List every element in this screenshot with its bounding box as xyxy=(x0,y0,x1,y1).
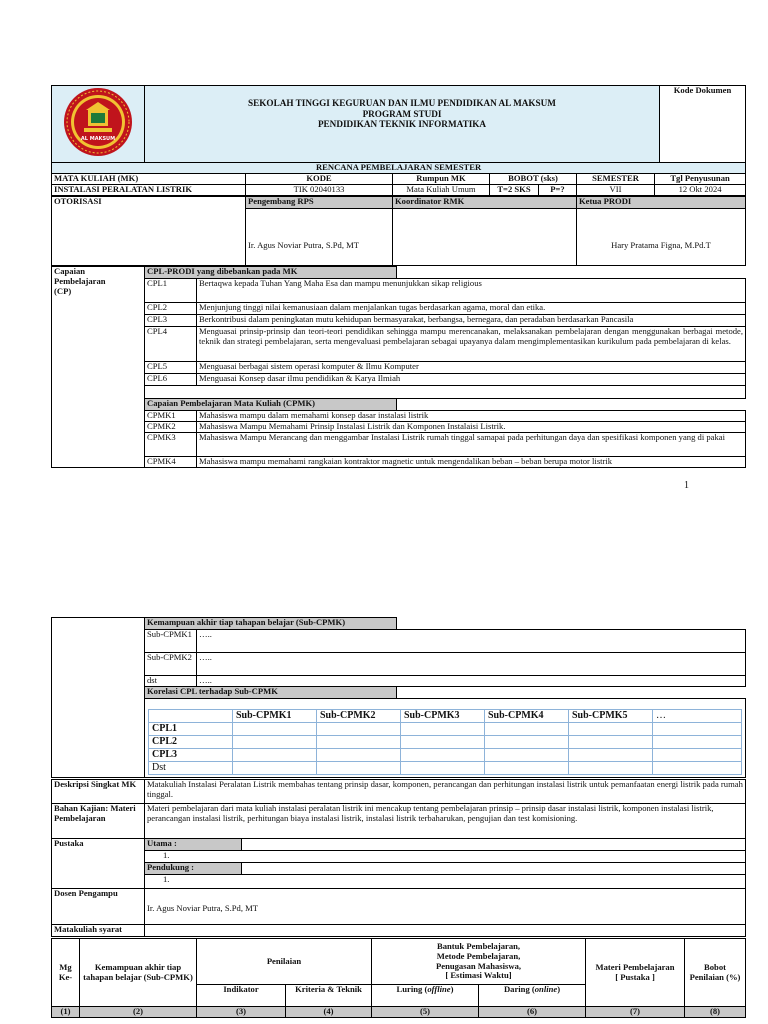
pengembang-label: Pengembang RPS xyxy=(246,197,393,209)
plan-header-mg: Mg Ke- xyxy=(52,939,80,1007)
plan-header-penilaian: Penilaian xyxy=(197,939,372,985)
cp-table xyxy=(51,266,746,468)
plan-header-bantuk: Bantuk Pembelajaran, Metode Pembelajaran, Penugasan Mahasiswa, [ Estimasi Waktu] xyxy=(372,939,586,985)
logo-text: AL MAKSUM xyxy=(80,136,116,142)
col-bobot-label: BOBOT (sks) xyxy=(490,174,577,185)
dosen-name: Ir. Agus Noviar Putra, S.Pd, MT xyxy=(145,889,746,925)
bobot-teori: T=2 SKS xyxy=(490,185,539,196)
matrix-row-header: Dst xyxy=(149,762,233,775)
deskripsi-label: Deskripsi Singkat MK xyxy=(52,780,145,804)
matrix-row-header: CPL2 xyxy=(149,736,233,749)
page-number: 1 xyxy=(684,480,689,491)
cpmk-text: Mahasiswa Mampu Merancang dan menggambar Instalasi Listrik rumah tinggal samapai pada perhitungan daya dan spesifikasi komponen yang di pakai xyxy=(197,433,746,457)
cpmk-text: Mahasiswa mampu dalam memahami konsep dasar instalasi listrik xyxy=(197,411,746,422)
course-rumpun: Mata Kuliah Umum xyxy=(393,185,490,196)
plan-header-luring: Luring (offline) xyxy=(372,985,479,1007)
cpl-heading: CPL-PRODI yang dibebankan pada MK xyxy=(145,267,397,279)
pustaka-label: Pustaka xyxy=(52,839,145,889)
cpl-code: CPL3 xyxy=(145,315,197,327)
deskripsi-text: Matakuliah Instalasi Peralatan Listrik membahas tentang prinsip dasar, komponen, perancangan dan perhitungan instalasi listrik untuk pemanfaatan energi listrik pada rumah tinggal. xyxy=(145,780,746,804)
cpl-text: Menguasai Konsep dasar ilmu pendidikan & Karya Ilmiah xyxy=(197,374,746,386)
plan-col-number: (4) xyxy=(286,1007,372,1018)
col-kode-label: KODE xyxy=(246,174,393,185)
ketua-name: Hary Pratama Figna, M.Pd.T xyxy=(577,209,746,266)
korelasi-matrix xyxy=(148,709,742,775)
plan-header-bobot: Bobot Penilaian (%) xyxy=(685,939,746,1007)
koordinator-name xyxy=(393,209,577,266)
matrix-col-header: Sub-CPMK2 xyxy=(317,710,401,723)
matrix-cell xyxy=(145,699,746,778)
col-mk-label: MATA KULIAH (MK) xyxy=(52,174,246,185)
matrix-col-header: Sub-CPMK5 xyxy=(569,710,653,723)
cpmk-text: Mahasiswa Mampu Memahami Prinsip Instalasi Listrik dan Komponen Instalaisi Listrik. xyxy=(197,422,746,433)
cpmk-heading: Capaian Pembelajaran Mata Kuliah (CPMK) xyxy=(145,399,397,411)
cpl-code: CPL2 xyxy=(145,303,197,315)
plan-col-number: (1) xyxy=(52,1007,80,1018)
bahan-label: Bahan Kajian: Materi Pembelajaran xyxy=(52,804,145,839)
ketua-label: Ketua PRODI xyxy=(577,197,746,209)
plan-col-number: (7) xyxy=(586,1007,685,1018)
matrix-col-header: Sub-CPMK1 xyxy=(233,710,317,723)
utama-item: 1. xyxy=(145,851,746,863)
semester-value: VII xyxy=(577,185,655,196)
plan-col-number: (5) xyxy=(372,1007,479,1018)
dosen-label: Dosen Pengampu xyxy=(52,889,145,925)
otorisasi-table xyxy=(51,196,746,266)
subcpmk-code: dst xyxy=(145,676,197,687)
plan-col-number: (3) xyxy=(197,1007,286,1018)
plan-header-kriteria: Kriteria & Teknik xyxy=(286,985,372,1007)
cpmk-code: CPMK2 xyxy=(145,422,197,433)
col-tgl-label: Tgl Penyusunan xyxy=(655,174,746,185)
otorisasi-label: OTORISASI xyxy=(52,197,246,266)
course-name: INSTALASI PERALATAN LISTRIK xyxy=(52,185,246,196)
korelasi-heading: Korelasi CPL terhadap Sub-CPMK xyxy=(145,687,397,699)
subcpmk-heading: Kemampuan akhir tiap tahapan belajar (Sub-CPMK) xyxy=(145,618,397,630)
plan-col-number: (2) xyxy=(80,1007,197,1018)
plan-col-number: (8) xyxy=(685,1007,746,1018)
cpl-text: Berkontribusi dalam peningkatan mutu kehidupan bermasyarakat, berbangsa, bernegara, dan peradaban berdasarkan Pancasila xyxy=(197,315,746,327)
subcpmk-text: ….. xyxy=(197,676,746,687)
plan-header-daring: Daring (online) xyxy=(479,985,586,1007)
syarat-value xyxy=(145,925,746,937)
institution-name: SEKOLAH TINGGI KEGURUAN DAN ILMU PENDIDIKAN AL MAKSUM xyxy=(248,98,556,108)
subcpmk-code: Sub-CPMK1 xyxy=(145,630,197,653)
col-rumpun-label: Rumpun MK xyxy=(393,174,490,185)
tgl-value: 12 Okt 2024 xyxy=(655,185,746,196)
syarat-label: Matakuliah syarat xyxy=(52,925,145,937)
cpl-code: CPL1 xyxy=(145,279,197,303)
cp-label: Capaian Pembelajaran (CP) xyxy=(52,267,145,468)
matrix-row-header: CPL1 xyxy=(149,723,233,736)
doc-title: RENCANA PEMBELAJARAN SEMESTER xyxy=(52,163,746,174)
doc-code-label: Kode Dokumen xyxy=(660,86,746,163)
subcpmk-table xyxy=(51,617,746,778)
pendukung-label: Pendukung : xyxy=(145,863,242,875)
info-table xyxy=(51,779,746,937)
subcpmk-code: Sub-CPMK2 xyxy=(145,653,197,676)
logo-cell xyxy=(52,86,145,163)
institution-cell xyxy=(145,86,660,163)
program-name: PENDIDIKAN TEKNIK INFORMATIKA xyxy=(317,119,487,130)
college-logo-icon xyxy=(62,86,134,158)
header-table xyxy=(51,85,746,163)
plan-header-indikator: Indikator xyxy=(197,985,286,1007)
course-table xyxy=(51,162,746,196)
cpl-code: CPL5 xyxy=(145,362,197,374)
subcpmk-text: ….. xyxy=(197,653,746,676)
cpmk-code: CPMK3 xyxy=(145,433,197,457)
program-label: PROGRAM STUDI xyxy=(362,108,442,119)
bahan-text: Materi pembelajaran dari mata kuliah instalasi peralatan listrik ini mencakup tentang pembelajaran prinsip – prinsip dasar instalasi listrik, komponen instalasi listrik, perancangan instalasi listrik, perhitungan biaya instalasi listrik, instalasi listrik terbaharukan, pengujian dan test komisioning. xyxy=(145,804,746,839)
plan-header-kemampuan: Kemampuan akhir tiap tahapan belajar (Sub-CPMK) xyxy=(80,939,197,1007)
cpmk-code: CPMK1 xyxy=(145,411,197,422)
cpl-text: Menjunjung tinggi nilai kemanusiaan dalam menjalankan tugas berdasarkan agama, moral dan etika. xyxy=(197,303,746,315)
subcpmk-text: ….. xyxy=(197,630,746,653)
cpmk-text: Mahasiswa mampu memahami rangkaian kontraktor magnetic untuk mengendalikan beban – beban berupa motor listrik xyxy=(197,457,746,468)
cpl-code: CPL4 xyxy=(145,327,197,362)
cpl-text: Menguasai berbagai sistem operasi komputer & Ilmu Komputer xyxy=(197,362,746,374)
plan-header-materi: Materi Pembelajaran [ Pustaka ] xyxy=(586,939,685,1007)
matrix-col-header: Sub-CPMK3 xyxy=(401,710,485,723)
cpl-text: Menguasai prinsip-prinsip dan teori-teori pendidikan sehingga mampu merencanakan, melaksanakan pembelajaran dengan menggunakan berbagai metode, teknik dan strategi pembelajaran, serta mengevaluasi pembelajaran sebagai upayanya dalam mengimplementasikan kurikulum pada pembelajaran di kelas. xyxy=(197,327,746,362)
cpmk-code: CPMK4 xyxy=(145,457,197,468)
course-code: TIK 02040133 xyxy=(246,185,393,196)
plan-table xyxy=(51,938,746,1018)
matrix-col-header: … xyxy=(653,710,742,723)
koordinator-label: Koordinator RMK xyxy=(393,197,577,209)
utama-label: Utama : xyxy=(145,839,242,851)
col-semester-label: SEMESTER xyxy=(577,174,655,185)
bobot-praktik: P=? xyxy=(539,185,577,196)
pengembang-name: Ir. Agus Noviar Putra, S.Pd, MT xyxy=(246,209,393,266)
cpl-code: CPL6 xyxy=(145,374,197,386)
plan-col-number: (6) xyxy=(479,1007,586,1018)
matrix-row-header: CPL3 xyxy=(149,749,233,762)
cpl-text: Bertaqwa kepada Tuhan Yang Maha Esa dan mampu menunjukkan sikap religious xyxy=(197,279,746,303)
pendukung-item: 1. xyxy=(145,875,746,889)
matrix-col-header: Sub-CPMK4 xyxy=(485,710,569,723)
